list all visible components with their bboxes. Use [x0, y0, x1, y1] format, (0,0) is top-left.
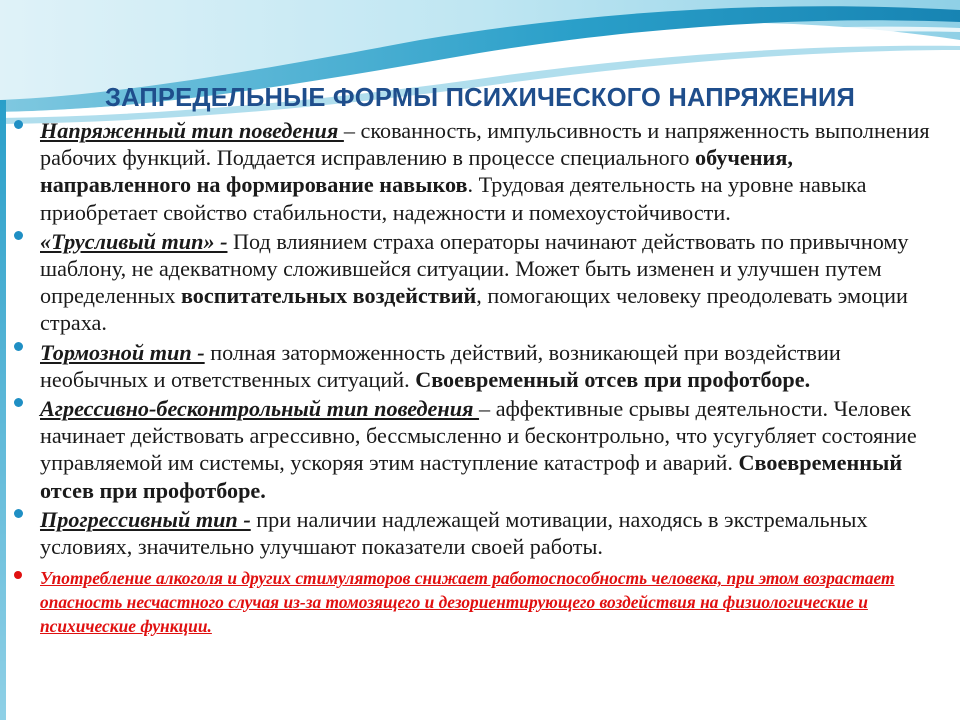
item-term: Прогрессивный тип -	[40, 506, 251, 532]
item-text: полная заторможенность действий, возникающей при воздействии необычных и ответственных ситуаций.	[40, 339, 841, 392]
item-text: , помогающих человеку преодолевать эмоции страха.	[40, 283, 908, 336]
item-text: – скованность, импульсивность и напряженность выполнения рабочих функций. Поддается исправлению в процессе специального	[40, 118, 930, 171]
item-text-bold: Своевременный отсев при профотборе.	[415, 366, 811, 392]
item-term: Агрессивно-бесконтрольный тип поведения	[40, 396, 480, 422]
item-text-bold: воспитательных воздействий	[180, 283, 477, 309]
warning-note-text: Употребление алкоголя и других стимуляторов снижает работоспособность человека, при этом возрастает опасность несчастного случая из-за томозящего и дезориентирующего воздействия на физиологические и психические функции.	[40, 568, 895, 637]
bullet-dot-icon	[14, 398, 23, 407]
list-item	[12, 395, 944, 504]
bullet-list	[12, 117, 944, 640]
list-item	[12, 339, 944, 393]
bullet-dot-icon	[14, 342, 23, 351]
item-term: Напряженный тип поведения	[40, 118, 344, 143]
list-item	[12, 228, 944, 337]
item-term: Тормозной тип -	[40, 339, 205, 365]
left-accent-bar	[0, 100, 6, 720]
item-text: Под влиянием страха операторы начинают действовать по привычному шаблону, не адекватному сложившейся ситуации. Может быть изменен и улучшен путем определенных	[40, 228, 909, 309]
list-item	[12, 506, 944, 560]
bullet-dot-icon	[14, 509, 23, 518]
list-item	[12, 117, 944, 226]
warning-note	[12, 566, 944, 638]
bullet-dot-icon	[14, 120, 23, 129]
slide-title: ЗАПРЕДЕЛЬНЫЕ ФОРМЫ ПСИХИЧЕСКОГО НАПРЯЖЕНИЯ	[104, 84, 856, 112]
item-text-bold: обучения, направленного на формирование навыков	[40, 145, 793, 198]
item-term: «Трусливый тип» -	[40, 228, 228, 254]
item-text: . Трудовая деятельность на уровне навыка приобретает свойство стабильности, надежности и помехоустойчивости.	[40, 172, 867, 225]
item-text: – аффективные срывы деятельности. Человек начинает действовать агрессивно, бессмысленно и бесконтрольно, что усугубляет состояние управляемой им системы, ускоряя этим наступление катастроф и аварий.	[40, 396, 917, 476]
item-text: при наличии надлежащей мотивации, находясь в экстремальных условиях, значительно улучшают показатели своей работы.	[40, 506, 868, 560]
item-text-bold: Своевременный отсев при профотборе.	[40, 450, 903, 503]
bullet-dot-icon	[14, 231, 23, 240]
bullet-dot-icon	[14, 571, 22, 579]
